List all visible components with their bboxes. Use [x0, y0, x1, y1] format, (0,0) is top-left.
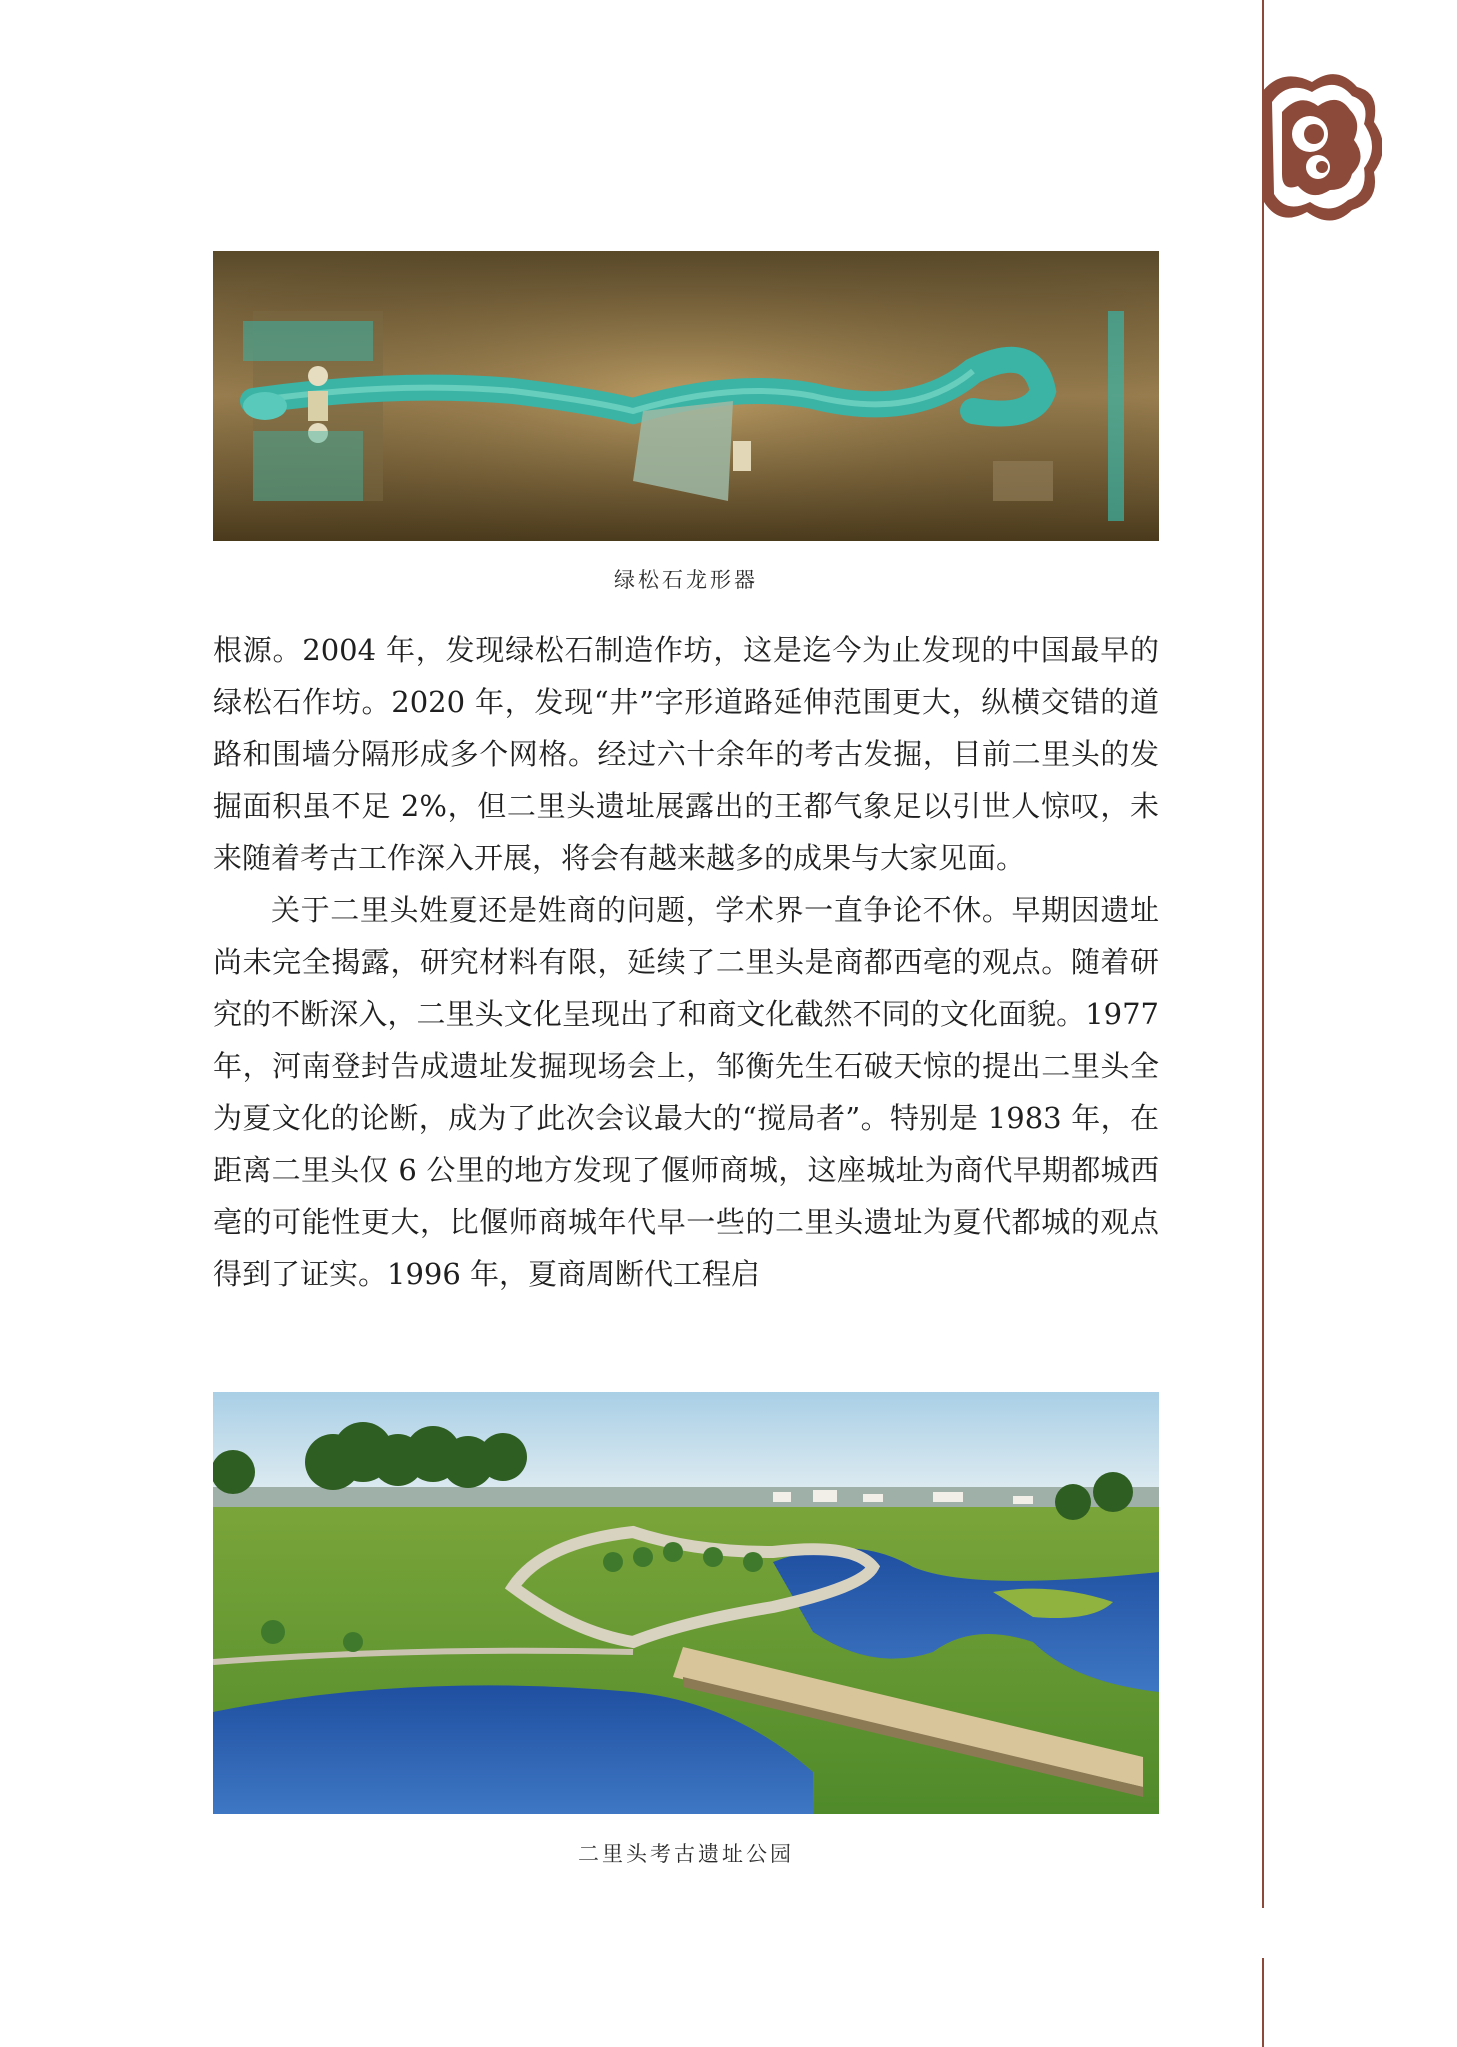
paragraph: 关于二里头姓夏还是姓商的问题，学术界一直争论不休。早期因遗址尚未完全揭露，研究材料有限，延续了二里头是商都西亳的观点。随着研究的不断深入，二里头文化呈现出了和商文化截然不同的文化面貌。1977 年，河南登封告成遗址发掘现场会上，邹衡先生石破天惊的提出二里头全为夏文化的论断，成为了此次会议最大的“搅局者”。特别是 1983 年，在距离二里头仅 6 公里的地方发现了偃师商城，这座城址为商代早期都城西亳的可能性更大，比偃师商城年代早一些的二里头遗址为夏代都城的观点得到了证实。1996 年，夏商周断代工程启 [213, 893, 1159, 1291]
archaeological-park-photo [213, 1392, 1159, 1814]
turquoise-dragon-photo [213, 251, 1159, 541]
margin-rule-bottom [1262, 1958, 1264, 2047]
figure-caption: 二里头考古遗址公园 [578, 1842, 794, 1866]
paragraph: 根源。2004 年，发现绿松石制造作坊，这是迄今为止发现的中国最早的绿松石作坊。2020 年，发现“井”字形道路延伸范围更大，纵横交错的道路和围墙分隔形成多个网格。经过六十余年的考古发掘，目前二里头的发掘面积虽不足 2%，但二里头遗址展露出的王都气象足以引世人惊叹，未来随着考古工作深入开展，将会有越来越多的成果与大家见面。 [213, 633, 1159, 875]
body-text [213, 624, 1159, 1300]
margin-rule [1262, 0, 1264, 1908]
figure-caption: 绿松石龙形器 [614, 568, 758, 592]
cloud-scroll-icon [1252, 62, 1382, 232]
